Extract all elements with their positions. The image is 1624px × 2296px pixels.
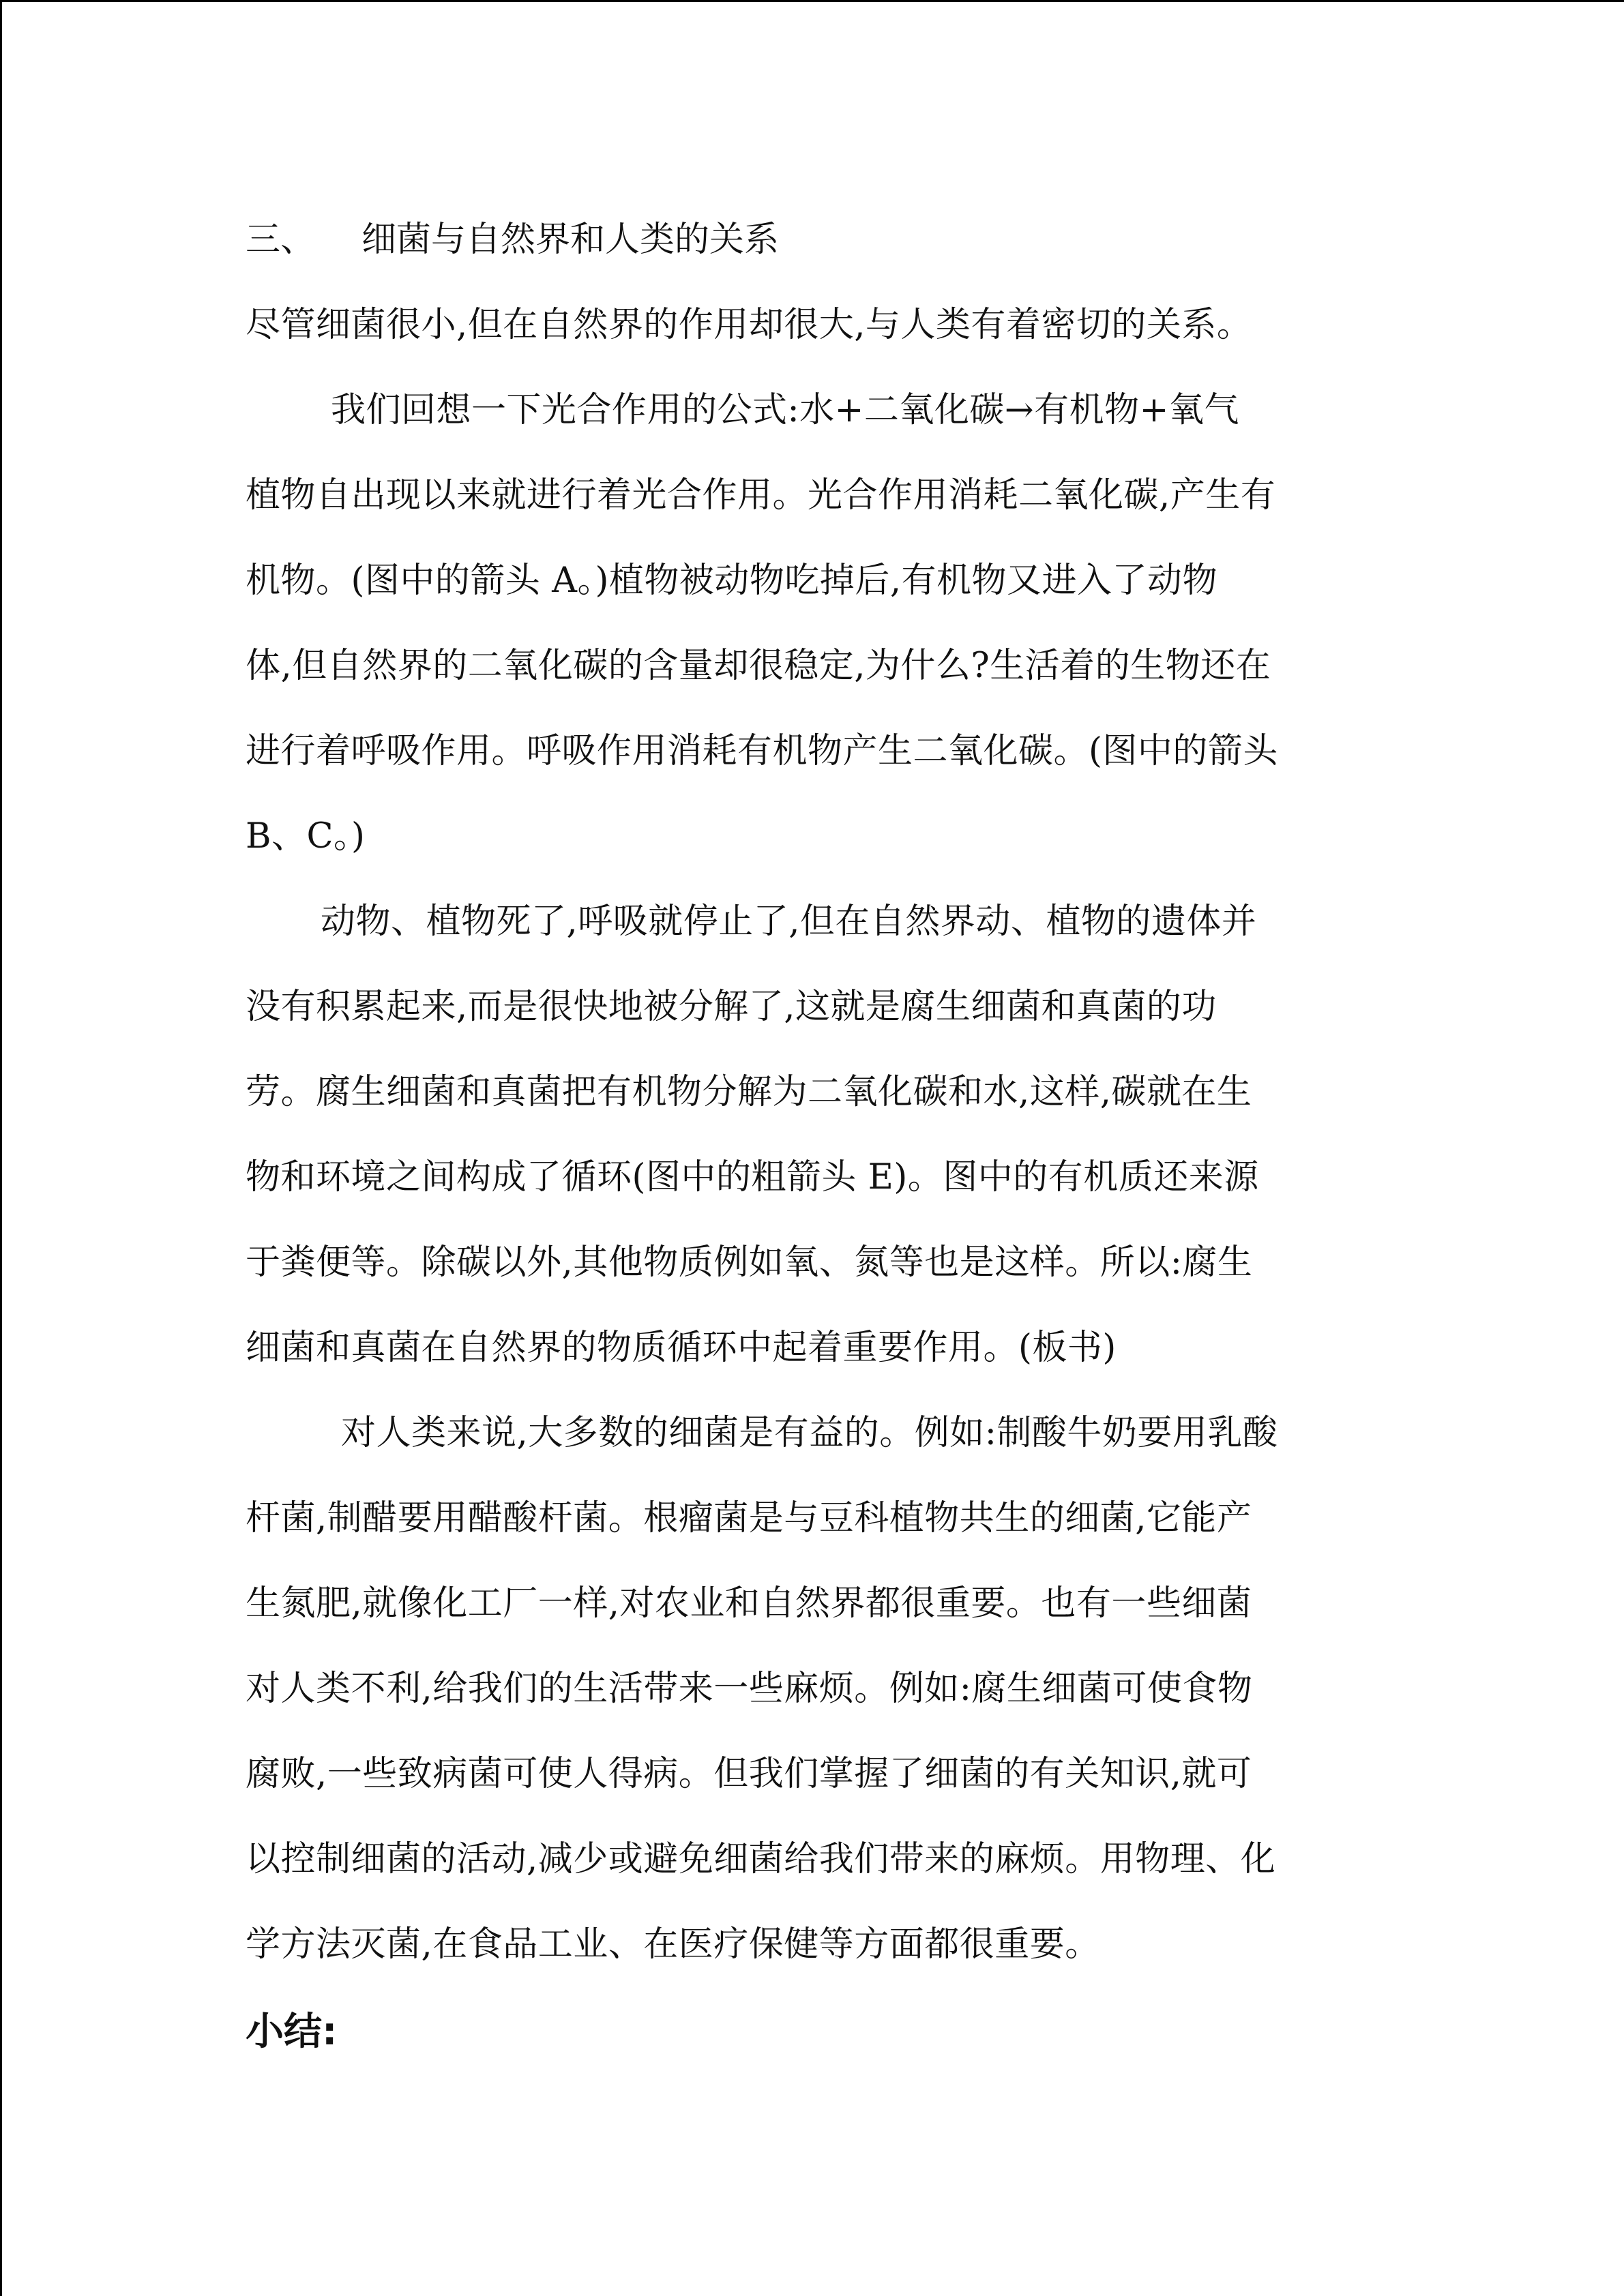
paragraph-4-line-4: 对人类不利,给我们的生活带来一些麻烦。例如:腐生细菌可使食物 xyxy=(246,1669,1253,1709)
paragraph-3-line-4: 物和环境之间构成了循环(图中的粗箭头 E)。图中的有机质还来源 xyxy=(246,1157,1259,1197)
paragraph-4-line-1: 对人类来说,大多数的细菌是有益的。例如:制酸牛奶要用乳酸 xyxy=(341,1413,1278,1453)
paragraph-1-line-1: 尽管细菌很小,但在自然界的作用却很大,与人类有着密切的关系。 xyxy=(246,305,1252,345)
paragraph-3-line-2: 没有积累起来,而是很快地被分解了,这就是腐生细菌和真菌的功 xyxy=(246,987,1217,1027)
paragraph-4-line-2: 杆菌,制醋要用醋酸杆菌。根瘤菌是与豆科植物共生的细菌,它能产 xyxy=(246,1498,1252,1538)
paragraph-2-line-2: 植物自出现以来就进行着光合作用。光合作用消耗二氧化碳,产生有 xyxy=(246,475,1276,516)
paragraph-3-line-1: 动物、植物死了,呼吸就停止了,但在自然界动、植物的遗体并 xyxy=(321,901,1257,942)
paragraph-2-line-1: 我们回想一下光合作用的公式:水+二氧化碳→有机物+氧气 xyxy=(331,390,1239,430)
paragraph-2-line-5: 进行着呼吸作用。呼吸作用消耗有机物产生二氧化碳。(图中的箭头 xyxy=(246,731,1278,771)
paragraph-4-line-5: 腐败,一些致病菌可使人得病。但我们掌握了细菌的有关知识,就可 xyxy=(246,1754,1252,1794)
summary-heading: 小结: xyxy=(246,2010,338,2054)
paragraph-3-line-3: 劳。腐生细菌和真菌把有机物分解为二氧化碳和水,这样,碳就在生 xyxy=(246,1072,1252,1112)
paragraph-3-line-5: 于粪便等。除碳以外,其他物质例如氧、氮等也是这样。所以:腐生 xyxy=(246,1242,1253,1283)
paragraph-4-line-3: 生氮肥,就像化工厂一样,对农业和自然界都很重要。也有一些细菌 xyxy=(246,1583,1252,1624)
section-title: 细菌与自然界和人类的关系 xyxy=(361,220,780,260)
paragraph-3-line-6: 细菌和真菌在自然界的物质循环中起着重要作用。(板书) xyxy=(246,1328,1117,1368)
section-heading xyxy=(246,218,779,262)
paragraph-2-line-3: 机物。(图中的箭头 A。)植物被动物吃掉后,有机物又进入了动物 xyxy=(246,561,1218,601)
paragraph-2-line-6: B、C。) xyxy=(246,816,366,856)
paragraph-4-line-6: 以控制细菌的活动,减少或避免细菌给我们带来的麻烦。用物理、化 xyxy=(246,1839,1276,1879)
paragraph-4-line-7: 学方法灭菌,在食品工业、在医疗保健等方面都很重要。 xyxy=(246,1924,1100,1965)
section-number: 三、 xyxy=(246,220,316,260)
paragraph-2-line-4: 体,但自然界的二氧化碳的含量却很稳定,为什么?生活着的生物还在 xyxy=(246,646,1271,686)
